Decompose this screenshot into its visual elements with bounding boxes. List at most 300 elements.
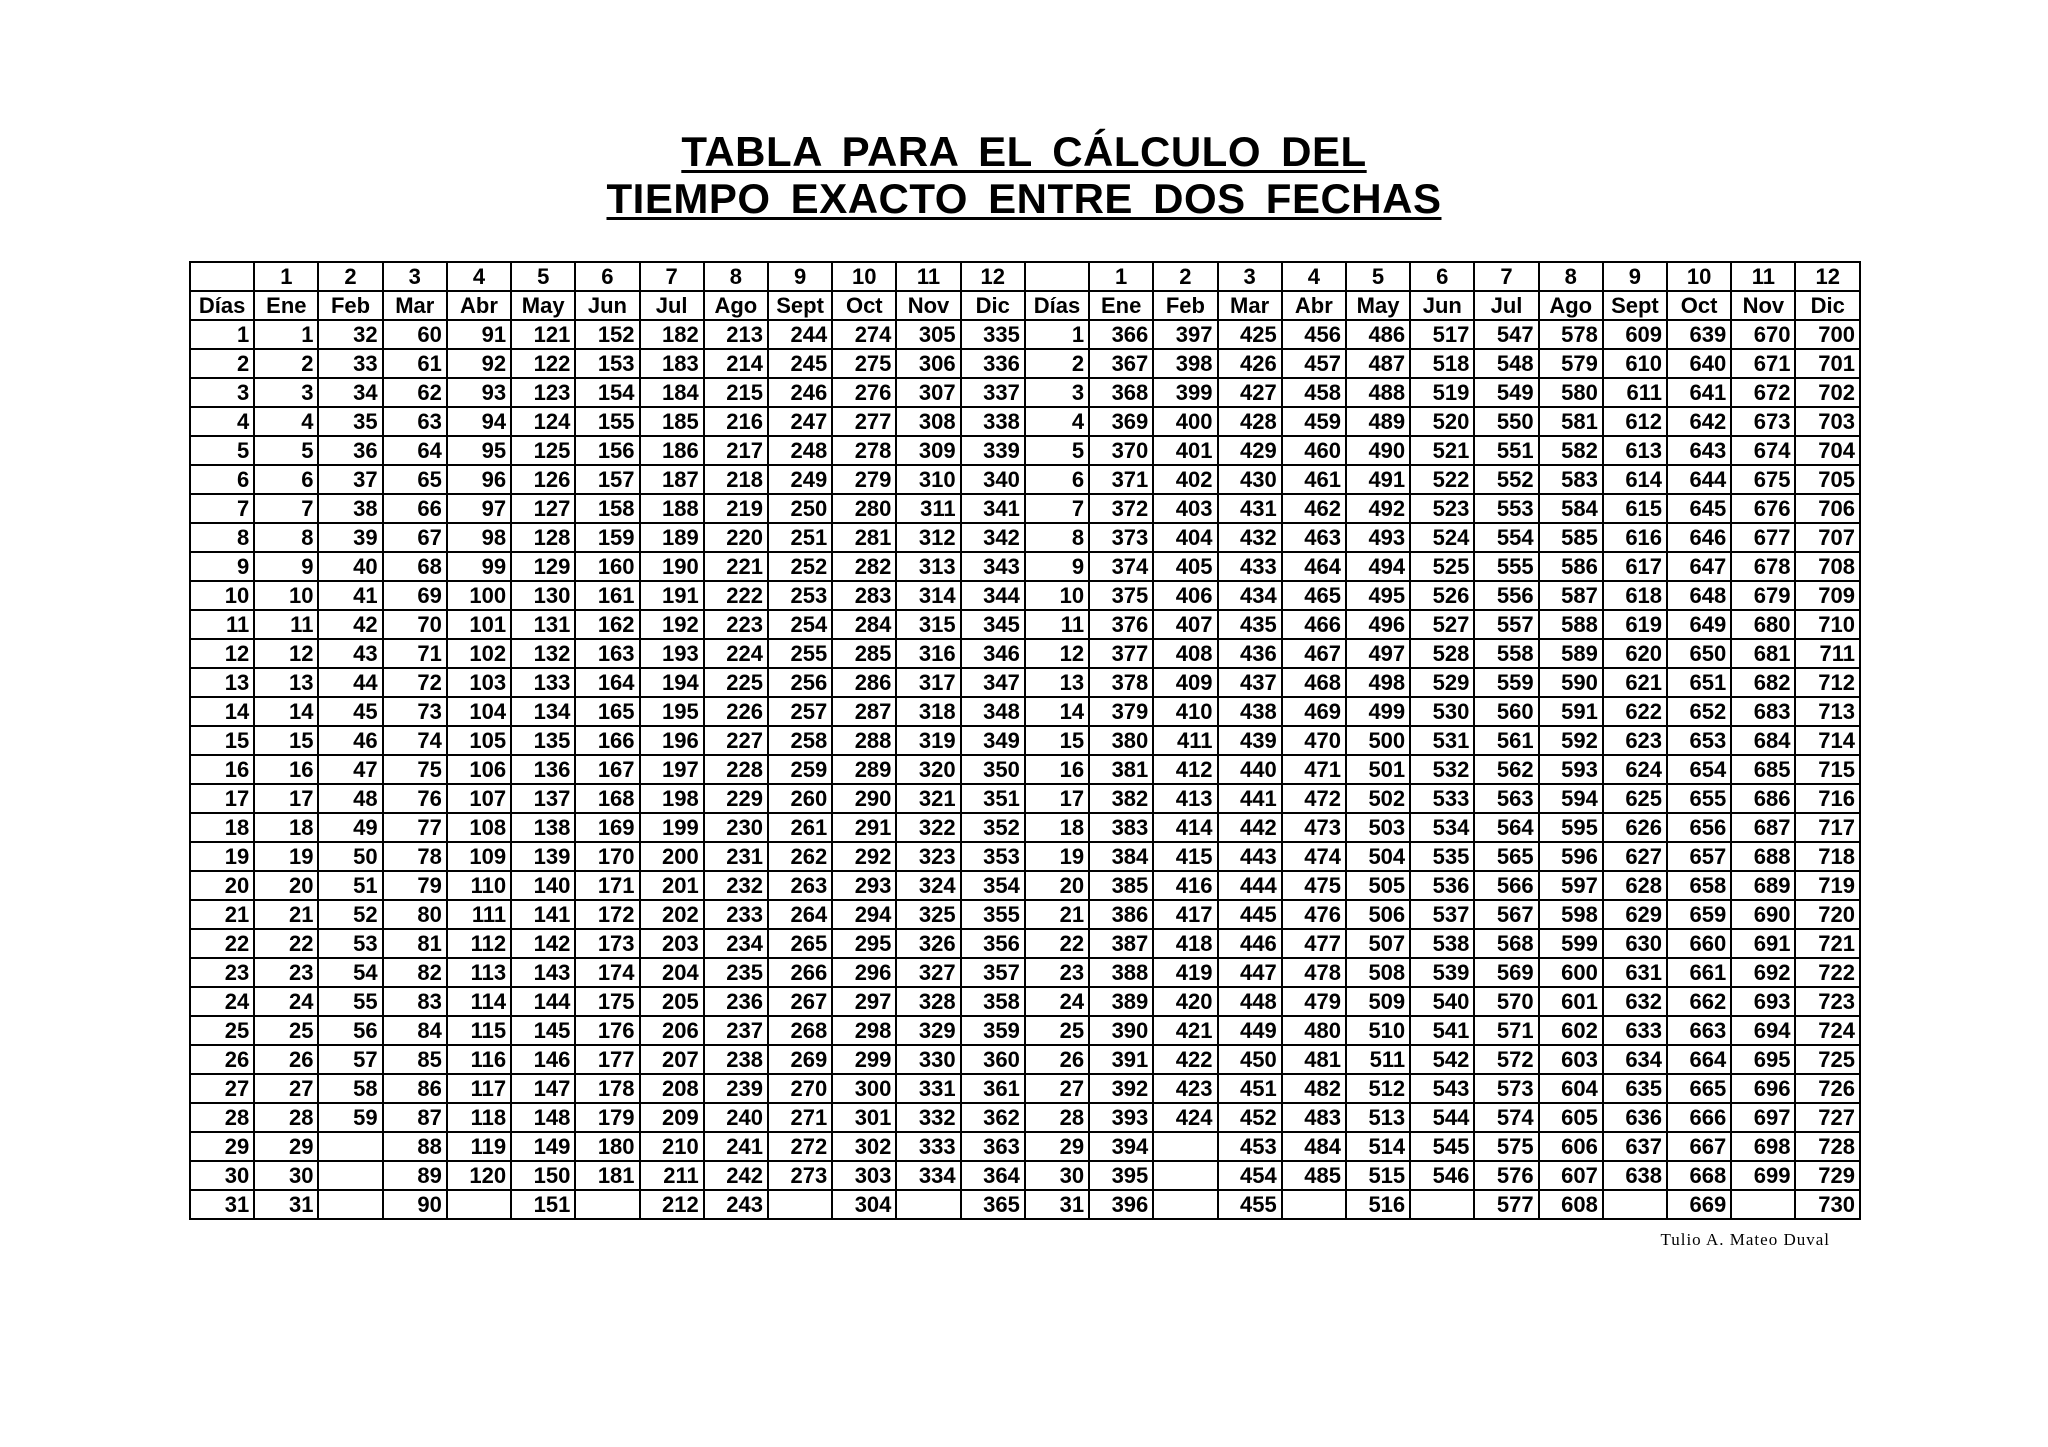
day-of-year-cell: 458	[1282, 378, 1346, 407]
day-of-year-cell: 190	[640, 552, 704, 581]
day-of-year-cell: 305	[896, 320, 960, 349]
day-number-cell: 18	[190, 813, 254, 842]
day-of-year-cell: 544	[1410, 1103, 1474, 1132]
day-of-year-cell: 720	[1795, 900, 1860, 929]
day-of-year-cell: 17	[254, 784, 318, 813]
table-row	[190, 320, 1860, 349]
day-of-year-cell: 429	[1218, 436, 1282, 465]
day-of-year-cell: 446	[1218, 929, 1282, 958]
day-of-year-cell: 170	[575, 842, 639, 871]
table-row	[190, 871, 1860, 900]
day-of-year-cell: 328	[896, 987, 960, 1016]
day-of-year-cell: 649	[1667, 610, 1731, 639]
day-of-year-cell: 667	[1667, 1132, 1731, 1161]
day-of-year-cell: 582	[1539, 436, 1603, 465]
day-of-year-cell: 96	[447, 465, 511, 494]
day-of-year-cell: 477	[1282, 929, 1346, 958]
day-of-year-cell: 280	[832, 494, 896, 523]
day-of-year-cell: 530	[1410, 697, 1474, 726]
table-row	[190, 1103, 1860, 1132]
day-number-cell: 19	[1025, 842, 1089, 871]
day-of-year-cell: 172	[575, 900, 639, 929]
day-of-year-cell: 295	[832, 929, 896, 958]
day-of-year-cell: 670	[1731, 320, 1795, 349]
day-of-year-cell	[1153, 1161, 1217, 1190]
day-of-year-cell: 185	[640, 407, 704, 436]
day-of-year-cell: 194	[640, 668, 704, 697]
header-row-month-numbers	[190, 262, 1860, 291]
day-of-year-cell: 466	[1282, 610, 1346, 639]
day-of-year-cell: 77	[383, 813, 447, 842]
day-of-year-cell: 570	[1474, 987, 1538, 1016]
day-of-year-cell: 410	[1153, 697, 1217, 726]
day-of-year-cell: 641	[1667, 378, 1731, 407]
day-of-year-cell: 23	[254, 958, 318, 987]
day-of-year-cell: 596	[1539, 842, 1603, 871]
day-number-cell: 14	[190, 697, 254, 726]
day-of-year-cell: 571	[1474, 1016, 1538, 1045]
day-of-year-cell: 40	[318, 552, 382, 581]
day-of-year-cell: 91	[447, 320, 511, 349]
day-of-year-cell: 460	[1282, 436, 1346, 465]
day-of-year-cell: 15	[254, 726, 318, 755]
day-of-year-cell: 43	[318, 639, 382, 668]
day-of-year-cell: 461	[1282, 465, 1346, 494]
day-of-year-cell: 89	[383, 1161, 447, 1190]
day-of-year-cell: 550	[1474, 407, 1538, 436]
day-of-year-cell: 575	[1474, 1132, 1538, 1161]
day-of-year-cell: 318	[896, 697, 960, 726]
day-of-year-cell: 119	[447, 1132, 511, 1161]
day-of-year-cell: 545	[1410, 1132, 1474, 1161]
day-of-year-cell: 399	[1153, 378, 1217, 407]
day-number-cell: 6	[1025, 465, 1089, 494]
day-of-year-cell: 659	[1667, 900, 1731, 929]
day-of-year-cell: 725	[1795, 1045, 1860, 1074]
day-of-year-cell: 90	[383, 1190, 447, 1219]
day-number-cell: 9	[190, 552, 254, 581]
month-number-header: 5	[1346, 262, 1410, 291]
days-column-header: Días	[190, 291, 254, 320]
day-of-year-cell: 703	[1795, 407, 1860, 436]
day-of-year-cell: 247	[768, 407, 832, 436]
day-of-year-cell: 688	[1731, 842, 1795, 871]
day-of-year-cell: 71	[383, 639, 447, 668]
month-number-header: 11	[1731, 262, 1795, 291]
day-of-year-cell: 62	[383, 378, 447, 407]
day-of-year-cell: 196	[640, 726, 704, 755]
day-of-year-cell: 343	[961, 552, 1025, 581]
day-of-year-cell: 33	[318, 349, 382, 378]
day-of-year-cell: 316	[896, 639, 960, 668]
month-number-header: 12	[961, 262, 1025, 291]
day-of-year-cell: 222	[704, 581, 768, 610]
day-of-year-cell: 159	[575, 523, 639, 552]
day-number-cell: 12	[1025, 639, 1089, 668]
day-of-year-cell: 549	[1474, 378, 1538, 407]
day-of-year-cell: 580	[1539, 378, 1603, 407]
day-of-year-cell: 258	[768, 726, 832, 755]
day-of-year-cell: 505	[1346, 871, 1410, 900]
day-of-year-cell: 373	[1089, 523, 1153, 552]
day-of-year-cell: 130	[511, 581, 575, 610]
day-of-year-cell: 210	[640, 1132, 704, 1161]
day-of-year-cell: 307	[896, 378, 960, 407]
day-of-year-cell: 440	[1218, 755, 1282, 784]
day-of-year-cell: 116	[447, 1045, 511, 1074]
day-number-cell: 17	[190, 784, 254, 813]
day-of-year-cell: 498	[1346, 668, 1410, 697]
day-of-year-cell: 528	[1410, 639, 1474, 668]
day-number-cell: 13	[1025, 668, 1089, 697]
day-of-year-cell: 644	[1667, 465, 1731, 494]
day-of-year-cell	[575, 1190, 639, 1219]
day-of-year-cell: 406	[1153, 581, 1217, 610]
day-of-year-cell: 359	[961, 1016, 1025, 1045]
day-of-year-cell: 260	[768, 784, 832, 813]
day-of-year-cell: 25	[254, 1016, 318, 1045]
day-of-year-cell: 394	[1089, 1132, 1153, 1161]
table-row	[190, 1074, 1860, 1103]
day-of-year-cell: 405	[1153, 552, 1217, 581]
day-of-year-cell: 41	[318, 581, 382, 610]
month-name-header: Sept	[1603, 291, 1667, 320]
day-of-year-cell: 565	[1474, 842, 1538, 871]
day-of-year-cell: 648	[1667, 581, 1731, 610]
day-of-year-cell: 414	[1153, 813, 1217, 842]
day-of-year-cell: 472	[1282, 784, 1346, 813]
day-of-year-cell: 234	[704, 929, 768, 958]
day-of-year-cell: 125	[511, 436, 575, 465]
day-of-year-cell: 48	[318, 784, 382, 813]
day-of-year-cell: 95	[447, 436, 511, 465]
day-of-year-cell: 69	[383, 581, 447, 610]
day-of-year-cell: 35	[318, 407, 382, 436]
day-of-year-cell: 726	[1795, 1074, 1860, 1103]
day-of-year-cell: 55	[318, 987, 382, 1016]
day-number-cell: 25	[1025, 1016, 1089, 1045]
day-of-year-cell: 186	[640, 436, 704, 465]
day-of-year-cell: 86	[383, 1074, 447, 1103]
day-number-cell: 26	[1025, 1045, 1089, 1074]
day-of-year-cell: 535	[1410, 842, 1474, 871]
day-of-year-cell: 383	[1089, 813, 1153, 842]
day-of-year-cell: 255	[768, 639, 832, 668]
day-of-year-cell: 290	[832, 784, 896, 813]
table-row	[190, 1132, 1860, 1161]
month-name-header: Ago	[704, 291, 768, 320]
day-of-year-cell: 229	[704, 784, 768, 813]
day-of-year-cell: 612	[1603, 407, 1667, 436]
day-of-year-cell: 676	[1731, 494, 1795, 523]
day-of-year-cell: 312	[896, 523, 960, 552]
day-of-year-cell: 441	[1218, 784, 1282, 813]
day-of-year-cell: 463	[1282, 523, 1346, 552]
day-of-year-cell: 313	[896, 552, 960, 581]
day-of-year-cell: 58	[318, 1074, 382, 1103]
day-of-year-cell: 642	[1667, 407, 1731, 436]
month-name-header: Oct	[832, 291, 896, 320]
day-of-year-cell: 421	[1153, 1016, 1217, 1045]
day-of-year-cell: 420	[1153, 987, 1217, 1016]
day-number-cell: 16	[190, 755, 254, 784]
day-number-cell: 4	[190, 407, 254, 436]
day-number-cell: 22	[1025, 929, 1089, 958]
day-number-cell: 19	[190, 842, 254, 871]
day-of-year-cell: 214	[704, 349, 768, 378]
day-of-year-cell: 110	[447, 871, 511, 900]
day-of-year-cell: 188	[640, 494, 704, 523]
day-of-year-cell: 30	[254, 1161, 318, 1190]
day-of-year-cell: 16	[254, 755, 318, 784]
day-of-year-cell: 617	[1603, 552, 1667, 581]
day-of-year-cell: 522	[1410, 465, 1474, 494]
day-of-year-cell: 694	[1731, 1016, 1795, 1045]
day-of-year-cell: 702	[1795, 378, 1860, 407]
day-of-year-cell: 400	[1153, 407, 1217, 436]
day-of-year-cell: 638	[1603, 1161, 1667, 1190]
day-of-year-cell: 253	[768, 581, 832, 610]
table-row	[190, 987, 1860, 1016]
day-of-year-cell: 104	[447, 697, 511, 726]
day-of-year-cell: 453	[1218, 1132, 1282, 1161]
day-of-year-cell: 141	[511, 900, 575, 929]
day-of-year-cell: 468	[1282, 668, 1346, 697]
day-of-year-cell: 352	[961, 813, 1025, 842]
day-of-year-cell: 351	[961, 784, 1025, 813]
month-number-header: 3	[383, 262, 447, 291]
table-row	[190, 958, 1860, 987]
day-of-year-cell: 640	[1667, 349, 1731, 378]
day-of-year-cell: 162	[575, 610, 639, 639]
month-name-header: Feb	[1153, 291, 1217, 320]
day-of-year-cell: 287	[832, 697, 896, 726]
day-of-year-cell: 721	[1795, 929, 1860, 958]
day-of-year-cell: 147	[511, 1074, 575, 1103]
day-of-year-cell: 478	[1282, 958, 1346, 987]
day-of-year-cell: 603	[1539, 1045, 1603, 1074]
day-of-year-cell: 319	[896, 726, 960, 755]
day-of-year-cell: 288	[832, 726, 896, 755]
day-of-year-cell: 672	[1731, 378, 1795, 407]
day-of-year-cell: 97	[447, 494, 511, 523]
day-of-year-cell: 471	[1282, 755, 1346, 784]
day-of-year-cell: 634	[1603, 1045, 1667, 1074]
day-of-year-cell: 266	[768, 958, 832, 987]
day-number-cell: 1	[190, 320, 254, 349]
day-of-year-cell: 249	[768, 465, 832, 494]
day-of-year-cell: 523	[1410, 494, 1474, 523]
day-of-year-cell: 411	[1153, 726, 1217, 755]
day-of-year-cell: 271	[768, 1103, 832, 1132]
day-of-year-cell: 594	[1539, 784, 1603, 813]
day-of-year-cell: 354	[961, 871, 1025, 900]
day-number-cell: 29	[190, 1132, 254, 1161]
day-of-year-cell: 470	[1282, 726, 1346, 755]
table-row	[190, 668, 1860, 697]
day-of-year-cell: 521	[1410, 436, 1474, 465]
day-of-year-cell: 502	[1346, 784, 1410, 813]
day-of-year-cell: 79	[383, 871, 447, 900]
day-of-year-cell: 109	[447, 842, 511, 871]
month-number-header: 8	[1539, 262, 1603, 291]
day-of-year-cell: 327	[896, 958, 960, 987]
day-of-year-cell: 345	[961, 610, 1025, 639]
day-of-year-cell: 121	[511, 320, 575, 349]
day-of-year-cell: 615	[1603, 494, 1667, 523]
day-of-year-cell: 598	[1539, 900, 1603, 929]
day-of-year-cell: 56	[318, 1016, 382, 1045]
day-of-year-cell: 510	[1346, 1016, 1410, 1045]
day-of-year-cell: 577	[1474, 1190, 1538, 1219]
day-of-year-cell: 59	[318, 1103, 382, 1132]
table-row	[190, 697, 1860, 726]
day-of-year-cell: 563	[1474, 784, 1538, 813]
day-of-year-cell: 583	[1539, 465, 1603, 494]
month-number-header: 6	[575, 262, 639, 291]
day-of-year-cell: 155	[575, 407, 639, 436]
day-of-year-cell: 279	[832, 465, 896, 494]
day-of-year-cell: 198	[640, 784, 704, 813]
day-of-year-cell: 611	[1603, 378, 1667, 407]
day-of-year-cell: 88	[383, 1132, 447, 1161]
day-of-year-cell: 661	[1667, 958, 1731, 987]
day-of-year-cell: 524	[1410, 523, 1474, 552]
day-of-year-cell: 232	[704, 871, 768, 900]
day-of-year-cell: 122	[511, 349, 575, 378]
day-of-year-cell: 6	[254, 465, 318, 494]
day-of-year-cell: 568	[1474, 929, 1538, 958]
day-of-year-cell: 306	[896, 349, 960, 378]
day-of-year-cell: 602	[1539, 1016, 1603, 1045]
day-of-year-cell	[318, 1190, 382, 1219]
day-of-year-cell	[1153, 1132, 1217, 1161]
day-of-year-cell: 24	[254, 987, 318, 1016]
day-of-year-cell: 315	[896, 610, 960, 639]
day-of-year-cell: 462	[1282, 494, 1346, 523]
day-of-year-cell: 506	[1346, 900, 1410, 929]
month-name-header: Nov	[1731, 291, 1795, 320]
day-of-year-cell: 193	[640, 639, 704, 668]
day-of-year-cell: 163	[575, 639, 639, 668]
day-of-year-cell	[318, 1161, 382, 1190]
day-of-year-cell: 160	[575, 552, 639, 581]
day-of-year-cell: 341	[961, 494, 1025, 523]
day-of-year-cell: 492	[1346, 494, 1410, 523]
day-number-cell: 31	[190, 1190, 254, 1219]
day-of-year-cell: 449	[1218, 1016, 1282, 1045]
day-of-year-cell: 333	[896, 1132, 960, 1161]
day-of-year-cell: 233	[704, 900, 768, 929]
day-of-year-cell: 445	[1218, 900, 1282, 929]
day-of-year-cell: 301	[832, 1103, 896, 1132]
day-of-year-cell: 353	[961, 842, 1025, 871]
day-of-year-cell: 281	[832, 523, 896, 552]
day-of-year-cell: 213	[704, 320, 768, 349]
day-of-year-cell: 681	[1731, 639, 1795, 668]
day-number-cell: 7	[190, 494, 254, 523]
day-of-year-cell: 493	[1346, 523, 1410, 552]
day-of-year-cell: 698	[1731, 1132, 1795, 1161]
day-of-year-cell: 187	[640, 465, 704, 494]
day-of-year-cell: 202	[640, 900, 704, 929]
day-of-year-cell: 358	[961, 987, 1025, 1016]
day-of-year-cell: 10	[254, 581, 318, 610]
day-of-year-cell	[1410, 1190, 1474, 1219]
day-of-year-cell: 567	[1474, 900, 1538, 929]
day-of-year-cell: 145	[511, 1016, 575, 1045]
day-of-year-cell: 166	[575, 726, 639, 755]
day-of-year-cell: 206	[640, 1016, 704, 1045]
day-of-year-cell: 624	[1603, 755, 1667, 784]
day-of-year-cell: 207	[640, 1045, 704, 1074]
table-row	[190, 407, 1860, 436]
day-of-year-cell: 365	[961, 1190, 1025, 1219]
day-number-cell: 5	[1025, 436, 1089, 465]
day-of-year-cell: 151	[511, 1190, 575, 1219]
day-of-year-cell: 619	[1603, 610, 1667, 639]
day-of-year-cell: 573	[1474, 1074, 1538, 1103]
day-of-year-cell: 101	[447, 610, 511, 639]
day-of-year-cell: 483	[1282, 1103, 1346, 1132]
day-of-year-cell: 263	[768, 871, 832, 900]
day-of-year-cell: 546	[1410, 1161, 1474, 1190]
day-number-cell: 28	[1025, 1103, 1089, 1132]
day-of-year-cell: 387	[1089, 929, 1153, 958]
day-number-cell: 13	[190, 668, 254, 697]
day-of-year-cell: 412	[1153, 755, 1217, 784]
day-of-year-cell: 339	[961, 436, 1025, 465]
day-number-cell: 10	[190, 581, 254, 610]
month-name-header: May	[511, 291, 575, 320]
header-corner-cell	[1025, 262, 1089, 291]
table-row	[190, 552, 1860, 581]
day-of-year-cell: 704	[1795, 436, 1860, 465]
day-of-year-cell: 180	[575, 1132, 639, 1161]
day-number-cell: 23	[1025, 958, 1089, 987]
table-row	[190, 610, 1860, 639]
day-of-year-cell: 204	[640, 958, 704, 987]
day-of-year-cell: 494	[1346, 552, 1410, 581]
day-of-year-cell: 433	[1218, 552, 1282, 581]
day-of-year-cell: 663	[1667, 1016, 1731, 1045]
day-of-year-cell: 377	[1089, 639, 1153, 668]
day-of-year-cell: 53	[318, 929, 382, 958]
day-of-year-cell: 487	[1346, 349, 1410, 378]
day-of-year-cell: 543	[1410, 1074, 1474, 1103]
day-of-year-cell: 473	[1282, 813, 1346, 842]
day-of-year-cell: 52	[318, 900, 382, 929]
day-of-year-cell: 242	[704, 1161, 768, 1190]
day-of-year-cell: 432	[1218, 523, 1282, 552]
day-of-year-cell: 447	[1218, 958, 1282, 987]
day-of-year-cell: 591	[1539, 697, 1603, 726]
day-of-year-cell: 450	[1218, 1045, 1282, 1074]
day-of-year-cell: 552	[1474, 465, 1538, 494]
day-of-year-cell: 729	[1795, 1161, 1860, 1190]
day-of-year-cell: 5	[254, 436, 318, 465]
day-of-year-cell: 712	[1795, 668, 1860, 697]
month-number-header: 4	[447, 262, 511, 291]
day-number-cell: 29	[1025, 1132, 1089, 1161]
day-of-year-cell: 337	[961, 378, 1025, 407]
day-of-year-cell: 199	[640, 813, 704, 842]
day-of-year-cell: 348	[961, 697, 1025, 726]
day-of-year-cell: 183	[640, 349, 704, 378]
day-of-year-cell: 70	[383, 610, 447, 639]
day-of-year-cell: 650	[1667, 639, 1731, 668]
day-of-year-cell: 707	[1795, 523, 1860, 552]
